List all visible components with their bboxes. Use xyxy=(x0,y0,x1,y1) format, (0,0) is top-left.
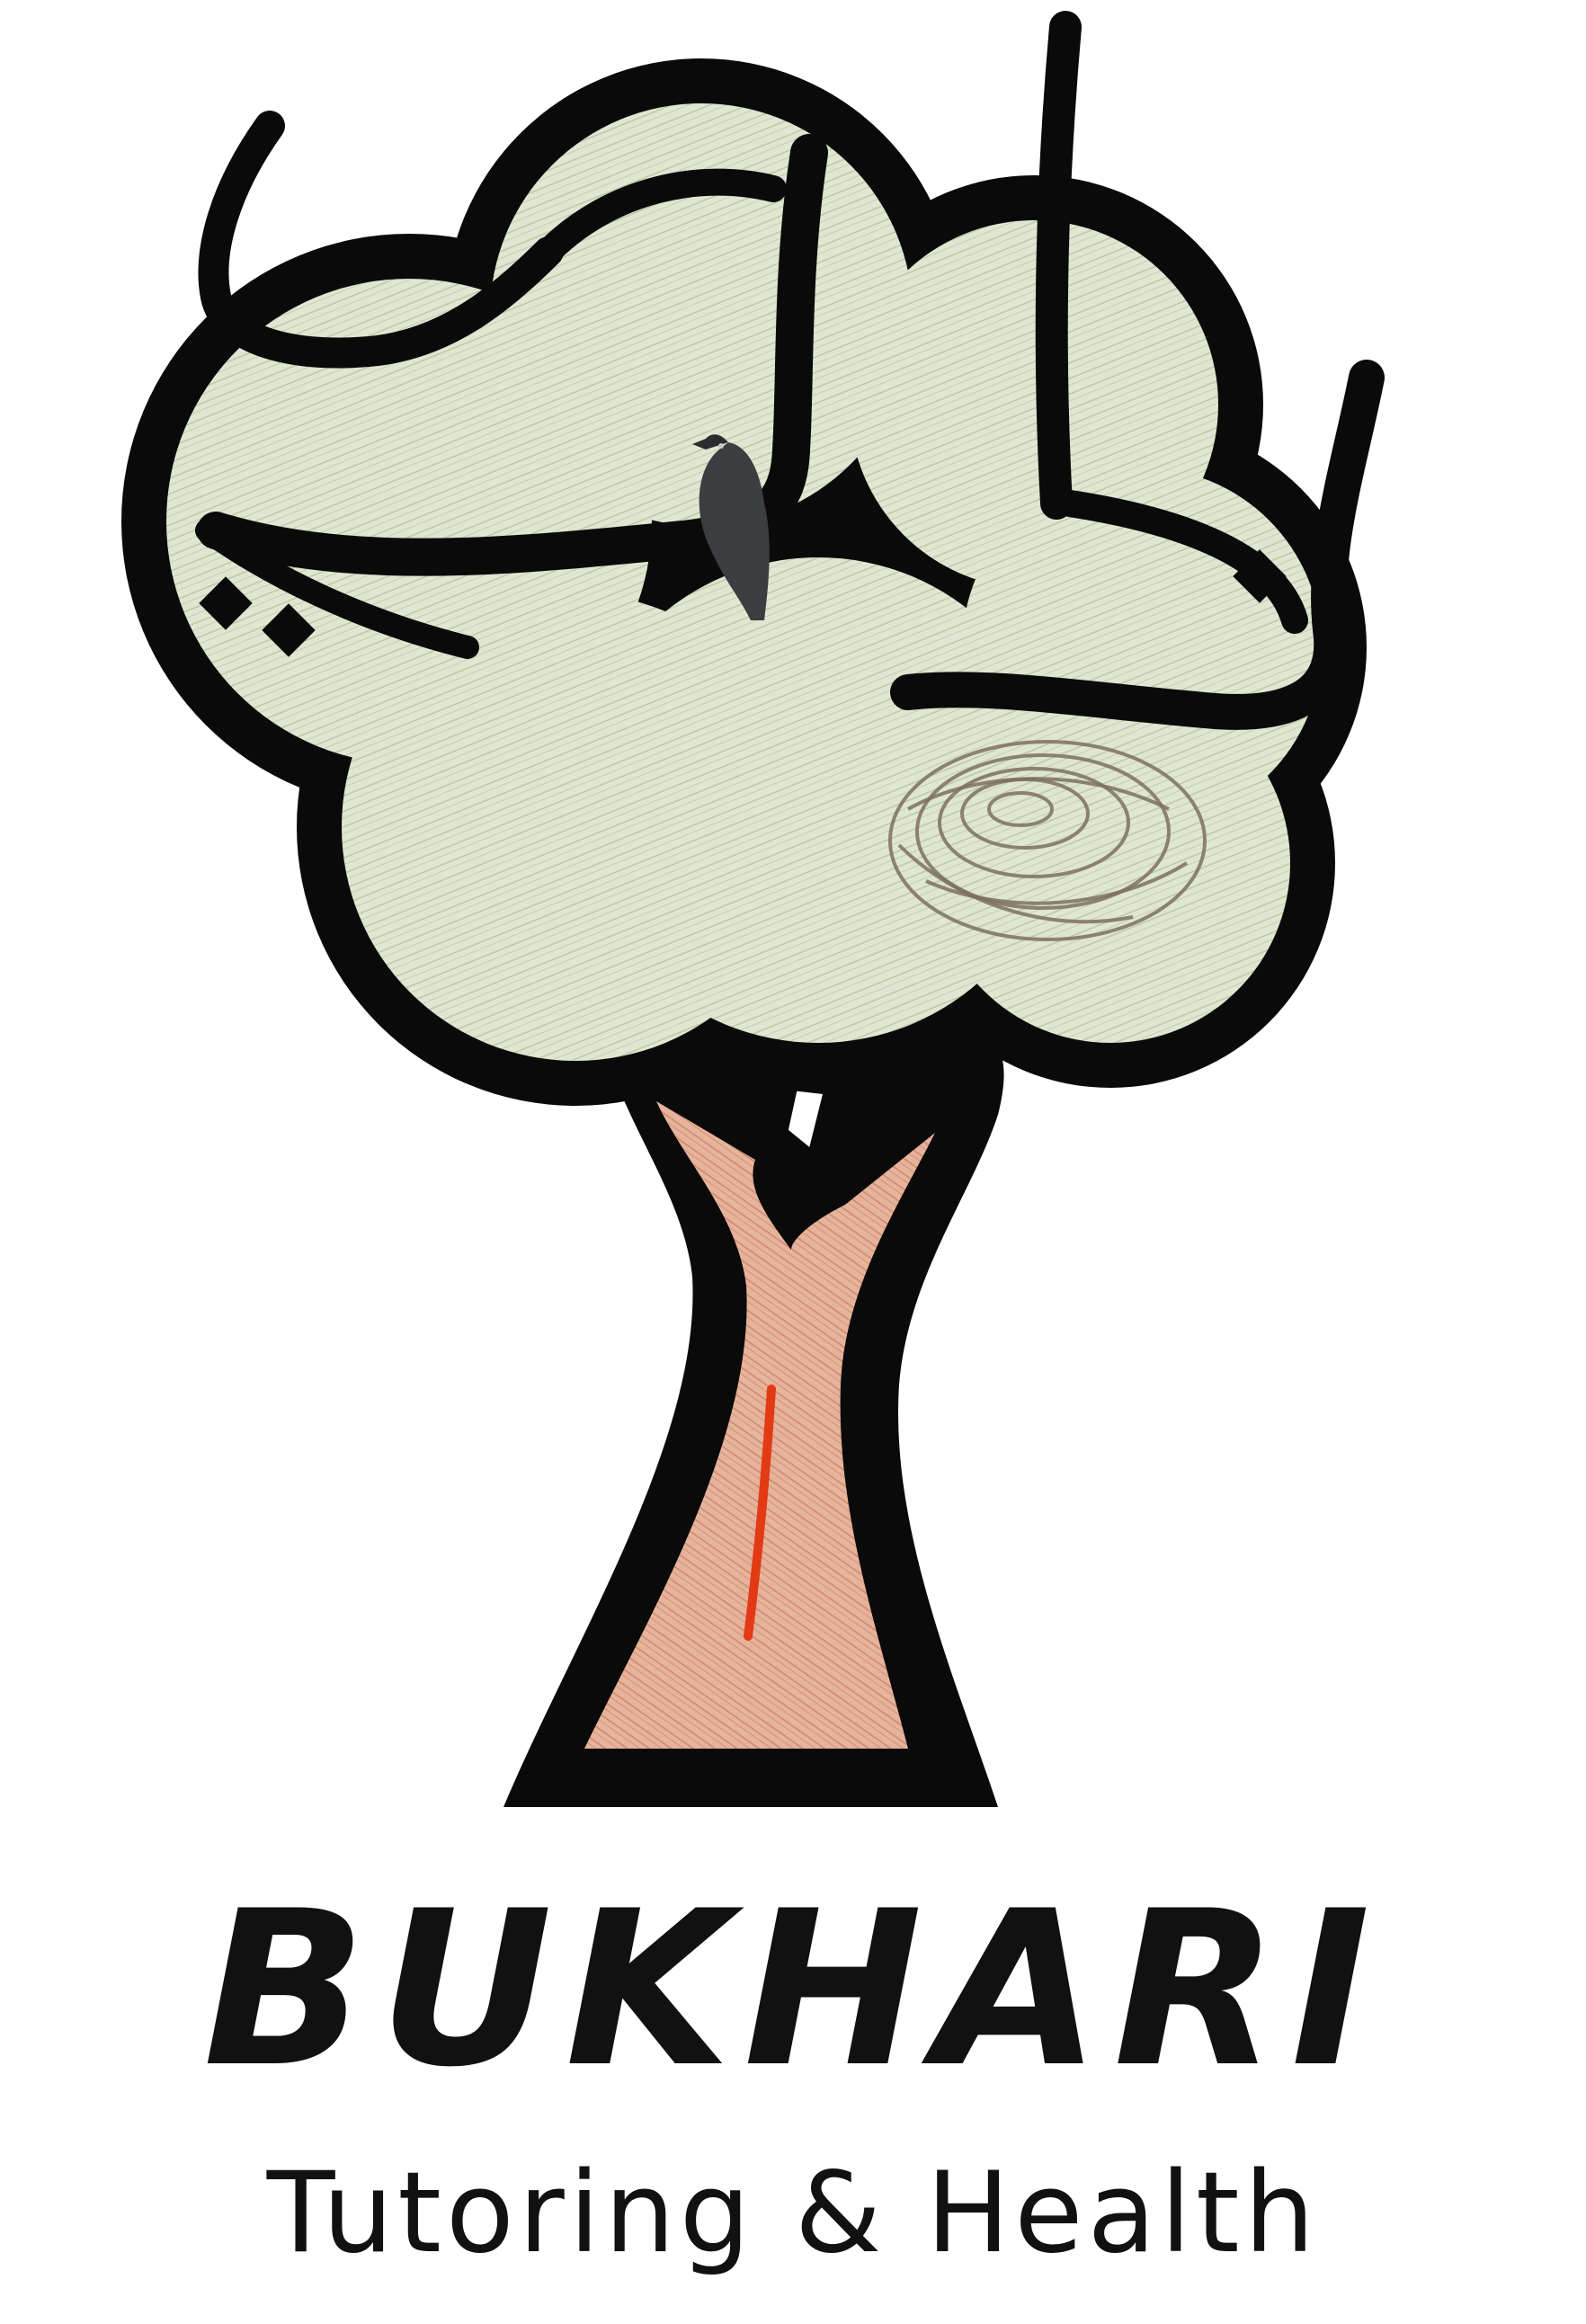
tagline: Tutoring & Health xyxy=(266,2149,1320,2278)
brand-name: BUKHARI xyxy=(202,1865,1384,2115)
tree-trunk xyxy=(503,1034,1004,1807)
